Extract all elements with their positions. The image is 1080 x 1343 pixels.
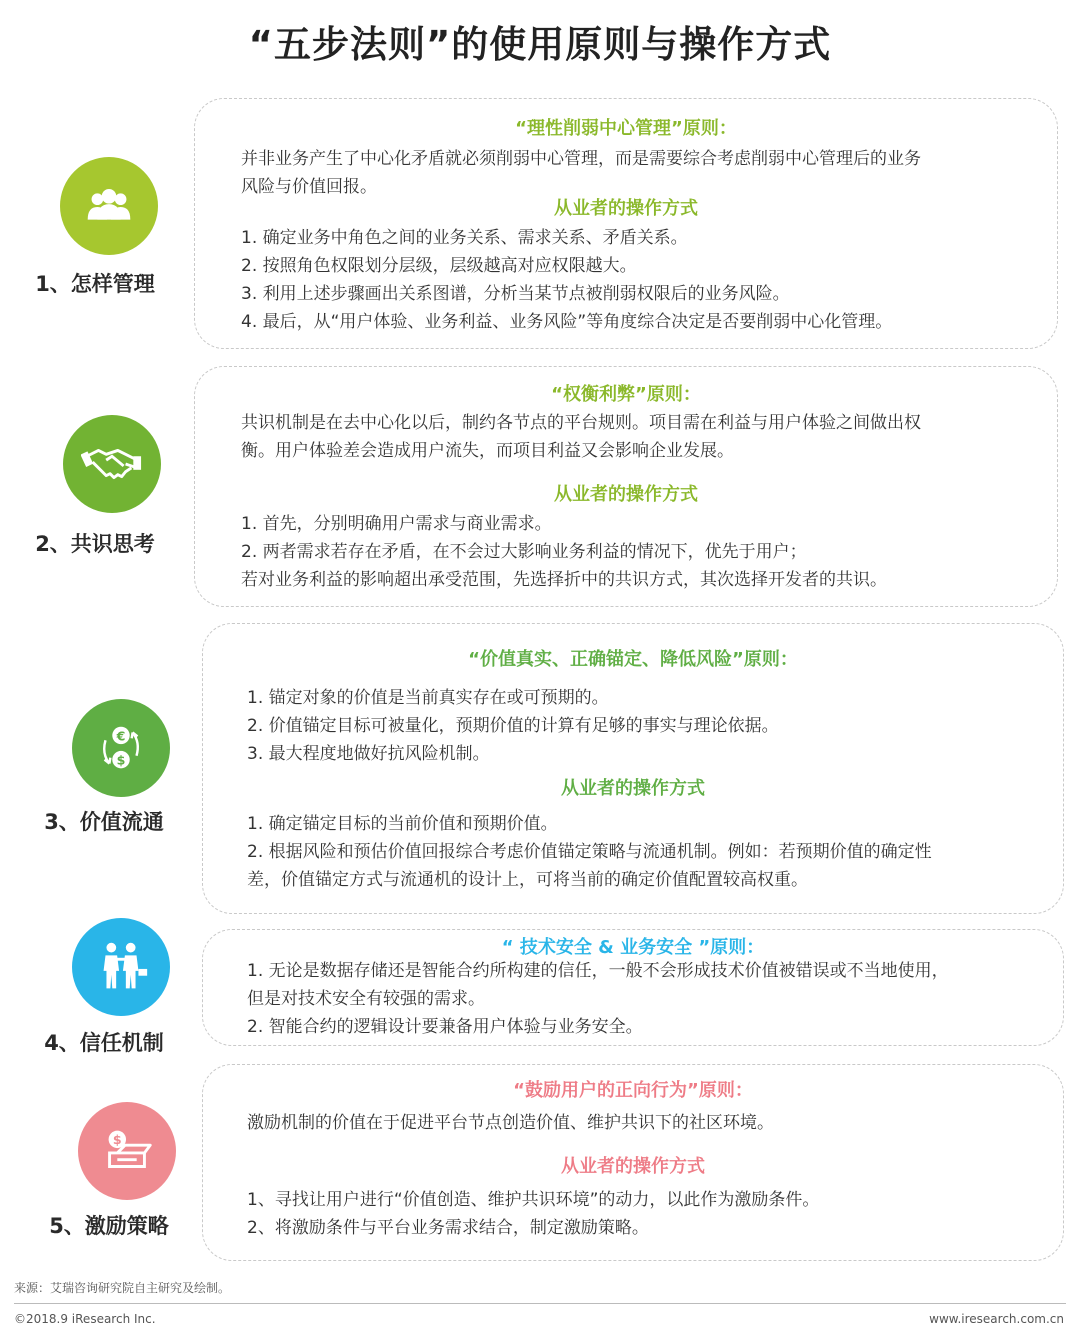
method-item: 1. 确定锚定目标的当前价值和预期价值。 <box>247 814 558 834</box>
svg-text:€: € <box>116 728 126 744</box>
method-item: 3. 利用上述步骤画出关系图谱，分析当某节点被削弱权限后的业务风险。 <box>241 284 790 304</box>
principle-card <box>202 929 1064 1046</box>
method-item: 4. 最后，从“用户体验、业务利益、业务风险”等角度综合决定是否要削弱中心化管理。 <box>241 312 893 332</box>
principle-heading: “鼓励用户的正向行为”原则： <box>513 1080 753 1101</box>
method-item: 1. 确定业务中角色之间的业务关系、需求关系、矛盾关系。 <box>241 228 688 248</box>
row-label: 5、激励策略 <box>49 1214 169 1238</box>
principle-card <box>194 366 1058 607</box>
principle-item: 但是对技术安全有较强的需求。 <box>247 989 485 1009</box>
principle-text: 风险与价值回报。 <box>241 177 377 197</box>
method-item: 1. 首先，分别明确用户需求与商业需求。 <box>241 514 552 534</box>
row-label: 4、信任机制 <box>44 1031 164 1055</box>
principle-heading: “理性削弱中心管理”原则： <box>515 118 737 139</box>
row-label: 3、价值流通 <box>44 810 164 834</box>
page-title: “五步法则”的使用原则与操作方式 <box>248 23 832 66</box>
principle-text: 激励机制的价值在于促进平台节点创造价值、维护共识下的社区环境。 <box>247 1113 774 1133</box>
source-note: 来源：艾瑞咨询研究院自主研究及绘制。 <box>14 1281 231 1295</box>
principle-heading: “价值真实、正确锚定、降低风险”原则： <box>468 649 798 670</box>
principle-item: 1. 无论是数据存储还是智能合约所构建的信任，一般不会形成技术价值被错误或不当地使用， <box>247 961 949 981</box>
method-item: 2. 两者需求若存在矛盾，在不会过大影响业务利益的情况下，优先于用户； <box>241 542 807 562</box>
method-item: 差，价值锚定方式与流通机的设计上，可将当前的确定价值配置较高权重。 <box>247 870 808 890</box>
principle-card <box>194 98 1058 349</box>
method-item: 2、将激励条件与平台业务需求结合，制定激励策略。 <box>247 1218 649 1238</box>
svg-text:$: $ <box>112 1132 122 1148</box>
row-label: 2、共识思考 <box>35 532 155 556</box>
currency-exchange-icon <box>72 699 170 797</box>
people-group-icon <box>60 157 158 255</box>
row-label: 1、怎样管理 <box>35 272 155 296</box>
footer-divider <box>14 1303 1066 1304</box>
method-heading: 从业者的操作方式 <box>561 1156 705 1177</box>
svg-text:$: $ <box>116 752 126 768</box>
principle-card <box>202 623 1064 914</box>
principle-item: 1. 锚定对象的价值是当前真实存在或可预期的。 <box>247 688 609 708</box>
handshake-icon <box>63 415 161 513</box>
website-link[interactable]: www.iresearch.com.cn <box>929 1312 1064 1326</box>
method-heading: 从业者的操作方式 <box>561 778 705 799</box>
copyright: ©2018.9 iResearch Inc. <box>14 1312 156 1326</box>
principle-item: 2. 价值锚定目标可被量化，预期价值的计算有足够的事实与理论依据。 <box>247 716 779 736</box>
method-item: 1、寻找让用户进行“价值创造、维护共识环境”的动力，以此作为激励条件。 <box>247 1190 820 1210</box>
method-heading: 从业者的操作方式 <box>554 484 698 505</box>
method-item: 若对业务利益的影响超出承受范围，先选择折中的共识方式，其次选择开发者的共识。 <box>241 570 887 590</box>
principle-text: 并非业务产生了中心化矛盾就必须削弱中心管理，而是需要综合考虑削弱中心管理后的业务 <box>241 149 921 169</box>
principle-text: 共识机制是在去中心化以后，制约各节点的平台规则。项目需在利益与用户体验之间做出权 <box>241 413 921 433</box>
method-item: 2. 根据风险和预估价值回报综合考虑价值锚定策略与流通机制。例如：若预期价值的确定性 <box>247 842 932 862</box>
method-heading: 从业者的操作方式 <box>554 198 698 219</box>
principle-item: 2. 智能合约的逻辑设计要兼备用户体验与业务安全。 <box>247 1017 643 1037</box>
money-incentive-icon <box>78 1102 176 1200</box>
method-item: 2. 按照角色权限划分层级，层级越高对应权限越大。 <box>241 256 637 276</box>
principle-heading: “权衡利弊”原则： <box>551 384 701 405</box>
business-partners-icon <box>72 918 170 1016</box>
principle-text: 衡。用户体验差会造成用户流失，而项目利益又会影响企业发展。 <box>241 441 734 461</box>
principle-item: 3. 最大程度地做好抗风险机制。 <box>247 744 490 764</box>
principle-heading: “ 技术安全 & 业务安全 ”原则： <box>501 937 765 958</box>
principle-card <box>202 1064 1064 1261</box>
